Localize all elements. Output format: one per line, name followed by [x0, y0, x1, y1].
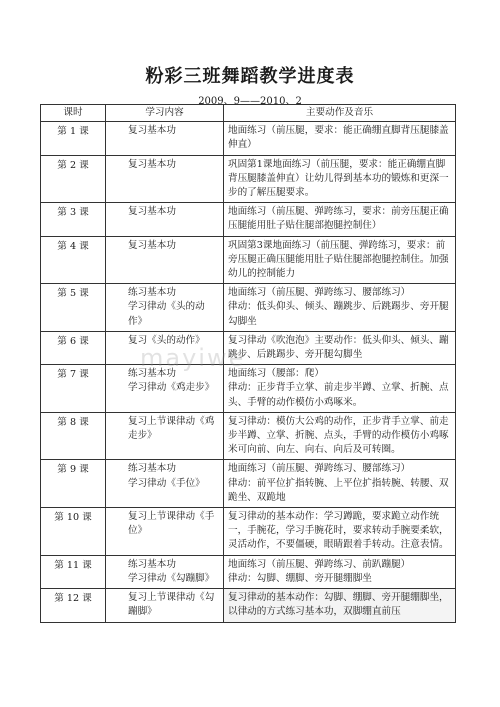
lesson-actions: [224, 236, 456, 284]
lesson-content: [106, 155, 224, 203]
table-header-row: [41, 105, 456, 122]
watermark: mayiwe: [140, 344, 246, 372]
action-line: 地面练习（前压腿、弹跨练习，要求：前旁压腿正确压腿能用肚子贴住腿部抱腿控制住）: [228, 206, 449, 232]
content-line: 学习律动《头的动作》: [128, 301, 205, 327]
lesson-content: [106, 555, 224, 588]
action-line: 律动：勾脚、绷脚、旁开腿绷脚坐: [228, 572, 372, 584]
lesson-number: 第 4 课: [41, 236, 106, 284]
schedule-table: [40, 104, 456, 623]
table-body: [41, 122, 456, 622]
lesson-actions: [224, 331, 456, 364]
lesson-number: 第 7 课: [41, 365, 106, 413]
table-row: [41, 460, 456, 508]
action-line: 复习律动的基本动作：勾脚、绷脚、旁开腿绷脚坐，以律动的方式练习基本功，双脚绷直前压: [228, 592, 449, 618]
lesson-content: [106, 203, 224, 236]
content-line: 学习律动《勾蹦脚》: [128, 572, 215, 584]
action-line: 地面练习（前压腿，要求：能正确绷直脚背压腿膝盖伸直）: [228, 125, 449, 151]
action-line: 复习律动《吹泡泡》主要动作：低头仰头、倾头、蹦跳步、后跳踢步、旁开腿勾脚坐: [228, 334, 449, 361]
lesson-content: [106, 589, 224, 622]
content-line: 练习基本功: [128, 368, 176, 380]
lesson-number: 第 1 课: [41, 122, 106, 155]
lesson-actions: [224, 122, 456, 155]
lesson-actions: [224, 589, 456, 622]
table-row: [41, 155, 456, 203]
header-lesson: 课时: [41, 105, 106, 122]
table-row: [41, 508, 456, 556]
lesson-number: 第 9 课: [41, 460, 106, 508]
content-line: 复习基本功: [128, 158, 176, 170]
lesson-actions: [224, 365, 456, 413]
header-content: 学习内容: [106, 105, 224, 122]
lesson-number: 第 12 课: [41, 589, 106, 622]
content-line: 复习上节课律动《鸡走步》: [128, 415, 215, 442]
table-row: [41, 203, 456, 236]
content-line: 练习基本功: [128, 463, 176, 475]
action-line: 巩固第1课地面练习（前压腿，要求：能正确绷直脚背压腿膝盖伸直）让幼儿得到基本功的锻炼和更深一步的了解压腿要求。: [228, 158, 449, 199]
content-line: 复习基本功: [128, 206, 176, 218]
lesson-number: 第 11 课: [41, 555, 106, 588]
content-line: 练习基本功: [128, 287, 176, 299]
action-line: 律动：前平位扩指转腕、上平位扩指转腕、转腰、双跪坐、双跪地: [228, 477, 449, 503]
lesson-number: 第 6 课: [41, 331, 106, 364]
table-row: [41, 365, 456, 413]
lesson-actions: [224, 412, 456, 460]
lesson-actions: [224, 284, 456, 332]
lesson-number: 第 2 课: [41, 155, 106, 203]
action-line: 地面练习（腰部：爬）: [228, 368, 324, 380]
action-line: 复习律动的基本动作：学习蹲跪，要求跪立动作统一，手腕花，学习手腕花时，要求转动手腕要柔软，灵活动作，不要僵硬，眼睛跟着手转动。注意表情。: [228, 511, 449, 551]
content-line: 练习基本功: [128, 558, 176, 570]
lesson-number: 第 8 课: [41, 412, 106, 460]
lesson-content: [106, 284, 224, 332]
lesson-content: [106, 236, 224, 284]
action-line: 律动：正步背手立掌、前走步半蹲、立掌、折腕、点头、手臂的动作模仿小鸡啄米。: [228, 382, 449, 408]
table-row: [41, 122, 456, 155]
action-line: 地面练习（前压腿、弹跨练习、腰部练习）: [228, 287, 411, 299]
lesson-actions: [224, 555, 456, 588]
table-row: [41, 284, 456, 332]
action-line: 地面练习（前压腿、弹跨练习、前趴蹦腿）: [228, 558, 411, 570]
header-actions: 主要动作及音乐: [224, 105, 456, 122]
content-line: 复习基本功: [128, 239, 176, 251]
table-row: [41, 555, 456, 588]
content-line: 复习上节课律动《勾蹦脚》: [128, 592, 215, 618]
content-line: 复习上节课律动《手位》: [128, 511, 215, 537]
action-line: 巩固第3课地面练习（前压腿、弹跨练习，要求：前旁压腿正确压腿能用肚子贴住腿部抱腿控制住。加强幼儿的控制能力: [228, 239, 449, 280]
lesson-content: [106, 331, 224, 364]
lesson-number: 第 10 课: [41, 508, 106, 556]
table-row: [41, 236, 456, 284]
lesson-content: [106, 460, 224, 508]
content-line: 复习基本功: [128, 125, 176, 137]
lesson-content: [106, 508, 224, 556]
action-line: 复习律动：模仿大公鸡的动作，正步背手立掌、前走步半蹲、立掌、折腕、点头，手臂的动作模仿小鸡啄米可向前、向左、向右、向后及可转圈。: [228, 415, 449, 456]
action-line: 律动：低头仰头、倾头、蹦跳步、后跳踢步、旁开腿勾脚坐: [228, 301, 449, 327]
table-row: [41, 331, 456, 364]
lesson-number: 第 3 课: [41, 203, 106, 236]
lesson-content: [106, 412, 224, 460]
lesson-actions: [224, 155, 456, 203]
action-line: 地面练习（前压腿、弹跨练习、腰部练习）: [228, 463, 411, 475]
content-line: 学习律动《手位》: [128, 477, 205, 489]
lesson-content: [106, 122, 224, 155]
lesson-actions: [224, 460, 456, 508]
lesson-actions: [224, 203, 456, 236]
lesson-content: [106, 365, 224, 413]
content-line: 复习《头的动作》: [128, 334, 205, 346]
content-line: 学习律动《鸡走步》: [128, 382, 215, 394]
lesson-number: 第 5 课: [41, 284, 106, 332]
table-row: [41, 412, 456, 460]
table-row: [41, 589, 456, 622]
lesson-actions: [224, 508, 456, 556]
date-range: 2009、9——2010、2: [198, 96, 302, 107]
page-title: 粉彩三班舞蹈教学进度表: [145, 66, 355, 87]
